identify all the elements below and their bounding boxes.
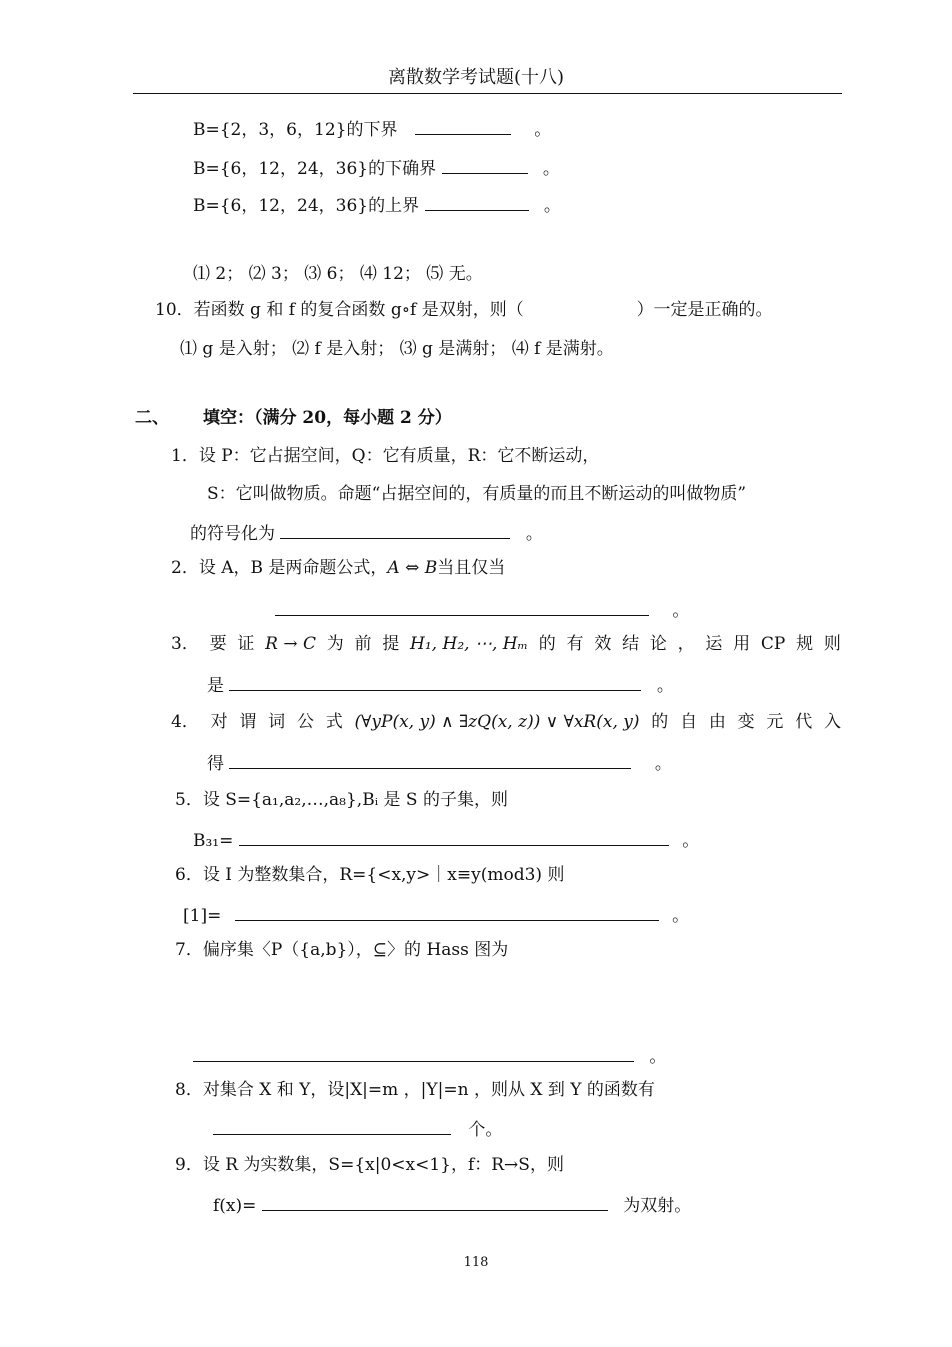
q1-line1: 1．设 P：它占据空间，Q：它有质量，R：它不断运动， — [171, 446, 600, 466]
q3-char: 结 — [622, 634, 640, 654]
q1-line3-text: 的符号化为 — [190, 524, 275, 544]
q3-line1 — [171, 633, 841, 655]
period: 。 — [649, 1047, 667, 1067]
answer-blank[interactable] — [415, 116, 511, 135]
q4-char: 对 — [210, 712, 228, 732]
period: 。 — [525, 524, 543, 544]
period: 。 — [672, 906, 690, 926]
period: 。 — [542, 159, 560, 179]
q4-char: 变 — [737, 712, 755, 732]
q10-options: ⑴ g 是入射； ⑵ f 是入射； ⑶ g 是满射； ⑷ f 是满射。 — [180, 339, 614, 359]
q3-char: 则 — [823, 634, 841, 654]
q3-char: ， — [677, 634, 695, 654]
q4-char: 由 — [708, 712, 726, 732]
period: 。 — [654, 754, 672, 774]
q9-line2 — [213, 1192, 691, 1217]
upper-bound-line — [193, 192, 561, 217]
q3-char: 规 — [796, 634, 814, 654]
q5-label: B₃₁= — [193, 831, 234, 851]
infimum-text: B={6，12，24，36}的下确界 — [193, 159, 437, 179]
period: 。 — [534, 120, 552, 140]
q3-premises: H₁, H₂, ⋯, Hₘ — [410, 634, 529, 654]
q4-line2 — [207, 750, 672, 775]
answer-blank[interactable] — [280, 520, 510, 539]
answer-blank[interactable] — [442, 155, 528, 174]
q5-line1: 5．设 S={a₁,a₂,…,a₈},Bᵢ 是 S 的子集，则 — [175, 790, 508, 810]
q1-line3 — [190, 520, 543, 545]
answer-blank[interactable] — [213, 1116, 451, 1135]
q6-line1: 6．设 I 为整数集合，R={<x,y>｜x≡y(mod3) 则 — [175, 865, 565, 885]
answer-blank[interactable] — [229, 750, 631, 769]
q9-label: f(x)= — [213, 1196, 257, 1216]
answer-blank[interactable] — [235, 902, 659, 921]
answer-blank[interactable] — [193, 1043, 634, 1062]
q7-line1: 7．偏序集〈P（{a,b}），⊆〉的 Hass 图为 — [175, 940, 509, 960]
answer-blank[interactable] — [229, 672, 641, 691]
q3-char: CP — [760, 634, 786, 654]
infimum-line — [193, 155, 560, 180]
q3-char: 运 — [705, 634, 723, 654]
q2-text: 2．设 A，B 是两命题公式， — [171, 558, 388, 578]
q4-char: 自 — [680, 712, 698, 732]
q3-num: 3． — [171, 634, 199, 654]
q4-char: 代 — [795, 712, 813, 732]
period: 。 — [682, 831, 700, 851]
q4-char: 词 — [268, 712, 286, 732]
q3-line2-text: 是 — [207, 676, 224, 696]
q6-line2 — [183, 902, 689, 927]
q4-line2-text: 得 — [207, 754, 224, 774]
unit-suffix: 个。 — [468, 1120, 503, 1140]
q3-char: 证 — [237, 634, 255, 654]
q3-formula: R → C — [265, 634, 316, 654]
q2-formula: A ⇔ B — [387, 558, 438, 578]
q10-suffix: ）一定是正确的。 — [636, 300, 773, 320]
q3-char: 论 — [649, 634, 667, 654]
page-header-title: 离散数学考试题(十八) — [387, 67, 565, 88]
q2-text-b: 当且仅当 — [437, 558, 506, 578]
section-number: 二、 — [135, 408, 169, 428]
q2-line1 — [171, 557, 505, 579]
q3-char: 要 — [209, 634, 227, 654]
answer-blank[interactable] — [275, 597, 649, 616]
answer-blank[interactable] — [262, 1192, 608, 1211]
q3-char: 提 — [382, 634, 400, 654]
q10-line — [155, 299, 773, 321]
q4-formula: (∀yP(x, y) ∧ ∃zQ(x, z)) ∨ ∀xR(x, y) — [354, 712, 640, 732]
period: 。 — [672, 601, 690, 621]
bijection-suffix: 为双射。 — [623, 1196, 692, 1216]
q8-answer-line — [213, 1116, 502, 1141]
q4-char: 公 — [296, 712, 314, 732]
q3-line2 — [207, 672, 674, 697]
q4-line1 — [171, 711, 841, 733]
q4-num: 4． — [171, 712, 199, 732]
q4-char: 谓 — [239, 712, 257, 732]
q9-options: ⑴ 2； ⑵ 3； ⑶ 6； ⑷ 12； ⑸ 无。 — [193, 264, 483, 284]
q4-char: 元 — [766, 712, 784, 732]
q8-line1: 8．对集合 X 和 Y，设|X|=m ，|Y|=n ，则从 X 到 Y 的函数有 — [175, 1080, 655, 1100]
q1-line2: S：它叫做物质。命题“占据空间的，有质量的而且不断运动的叫做物质” — [207, 484, 747, 504]
q10-prefix: 10．若函数 g 和 f 的复合函数 g∘f 是双射，则（ — [155, 300, 524, 320]
q4-char: 的 — [651, 712, 669, 732]
q7-answer-line — [193, 1043, 666, 1068]
q3-char: 效 — [594, 634, 612, 654]
header-rule — [133, 93, 842, 94]
q3-char: 为 — [326, 634, 344, 654]
lower-bound-line — [193, 116, 551, 141]
section-heading: 填空：（满分 20，每小题 2 分） — [203, 408, 452, 428]
q5-line2 — [193, 827, 699, 852]
answer-blank[interactable] — [425, 192, 529, 211]
q4-char: 式 — [325, 712, 343, 732]
answer-blank[interactable] — [239, 827, 669, 846]
page-number: 118 — [463, 1255, 489, 1270]
q9-line1: 9．设 R 为实数集，S={x|0<x<1}，f：R→S，则 — [175, 1155, 564, 1175]
q3-char: 的 — [538, 634, 556, 654]
upper-bound-text: B={6，12，24，36}的上界 — [193, 196, 420, 216]
lower-bound-text: B={2，3，6，12}的下界 — [193, 120, 398, 140]
q3-char: 前 — [354, 634, 372, 654]
q3-char: 有 — [566, 634, 584, 654]
q6-label: [1]= — [183, 906, 222, 926]
period: 。 — [656, 676, 674, 696]
period: 。 — [543, 196, 561, 216]
q2-answer-line — [275, 597, 689, 622]
q4-char: 入 — [823, 712, 841, 732]
q3-char: 用 — [733, 634, 751, 654]
